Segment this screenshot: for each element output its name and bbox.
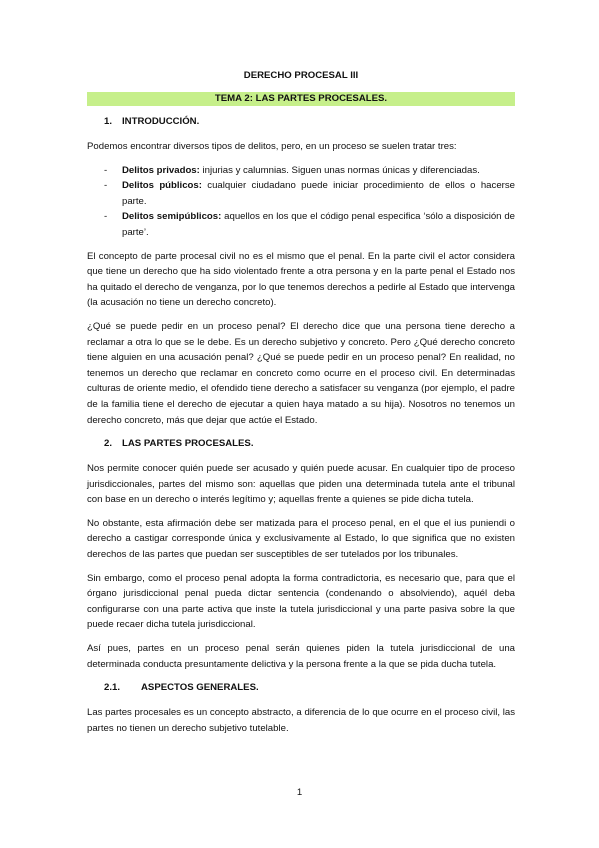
section-title: LAS PARTES PROCESALES. [122, 438, 254, 450]
bullet-term: Delitos privados: [122, 164, 200, 176]
bullet-dash: - [104, 211, 108, 223]
body-paragraph: El concepto de parte procesal civil no es el mismo que el penal. En la parte civil el actor considera que tiene un derecho que ha sido violentado frente a otra persona y en la parte penal el Estado nos ha quitado el derecho de venganza, por lo que tenemos derechos a pedirle al Estado que intervenga (la acusación no tiene un derecho concreto). [87, 250, 515, 309]
body-paragraph: Sin embargo, como el proceso penal adopta la forma contradictoria, es necesario que, para que el órgano jurisdiccional penal pueda dictar sentencia (condenando o absolviendo), aquél deba configurarse con una parte activa que inste la tutela jurisdiccional y una parte pasiva sobre la que puede recaer dicha tutela jurisdiccional. [87, 572, 515, 631]
page-content [87, 68, 515, 744]
crime-types-list [87, 163, 515, 241]
body-paragraph: Nos permite conocer quién puede ser acusado y quién puede acusar. En cualquier tipo de proceso jurisdiccionales, partes del mismo son: aquellas que piden una determinada tutela ante el tribunal con base en un derecho o interés legítimo y; aquellas frente a quienes se pide dicha tutela. [87, 463, 515, 506]
body-paragraph: Así pues, partes en un proceso penal serán quienes piden la tutela jurisdiccional de una determinada conducta presuntamente delictiva y la persona frente a la que se pida ducha tutela. [87, 643, 515, 670]
subsection-heading-aspectos-generales [104, 680, 515, 696]
section-number: 2. [104, 438, 113, 450]
page-number: 1 [296, 787, 303, 798]
body-paragraph: ¿Qué se puede pedir en un proceso penal? El derecho dice que una persona tiene derecho a reclamar a otra lo que se le debe. Es un derecho subjetivo y concreto. Pero ¿Qué derecho concreto tiene alguien en una acusación penal? ¿Qué se puede pedir en un proceso penal? En realidad, no tenemos un derecho que reclamar en concreto como ocurre en el proceso civil. En determinadas culturas de oriente medio, el ofendido tiene derecho a satisfacer su venganza (por ejemplo, el padre de la familia tiene el derecho de ejecutar a quien haya matado a su hija). Nosotros no tenemos un derecho concreto, más que dejar que actúe el Estado. [87, 320, 515, 426]
section-number: 1. [104, 116, 113, 127]
subsection-number: 2.1. [104, 682, 121, 694]
body-paragraph: Las partes procesales es un concepto abstracto, a diferencia de lo que ocurre en el proceso civil, las partes no tienen un derecho subjetivo tutelable. [87, 707, 515, 734]
topic-banner: TEMA 2: LAS PARTES PROCESALES. [87, 92, 515, 106]
document-title: DERECHO PROCESAL III [243, 70, 359, 81]
bullet-term: Delitos públicos: [122, 180, 202, 192]
section-title: INTRODUCCIÓN. [122, 116, 200, 127]
list-item [87, 163, 515, 179]
body-paragraph: No obstante, esta afirmación debe ser matizada para el proceso penal, en el que el ius puniendi o derecho a castigar corresponde única y exclusivamente al Estado, lo que significa que no existen derechos de las partes que puedan ser susceptibles de ser tutelados por los tribunales. [87, 517, 515, 561]
bullet-term: Delitos semipúblicos: [122, 211, 222, 223]
bullet-text: aquellos en los que el código penal especifica ‘sólo a disposición de parte’. [122, 211, 515, 238]
subsection-title: ASPECTOS GENERALES. [141, 682, 259, 694]
intro-paragraph: Podemos encontrar diversos tipos de delitos, pero, en un proceso se suelen tratar tres: [87, 141, 457, 152]
bullet-text: cualquier ciudadano puede iniciar procedimiento de ellos o hacerse parte. [122, 180, 515, 207]
bullet-dash: - [104, 180, 108, 192]
section-heading-introduccion [104, 114, 515, 130]
list-item [87, 178, 515, 209]
list-item [87, 209, 515, 240]
section-heading-partes-procesales [104, 436, 515, 452]
bullet-text: injurias y calumnias. Siguen unas normas únicas y diferenciadas. [199, 164, 480, 176]
bullet-dash: - [104, 164, 108, 176]
